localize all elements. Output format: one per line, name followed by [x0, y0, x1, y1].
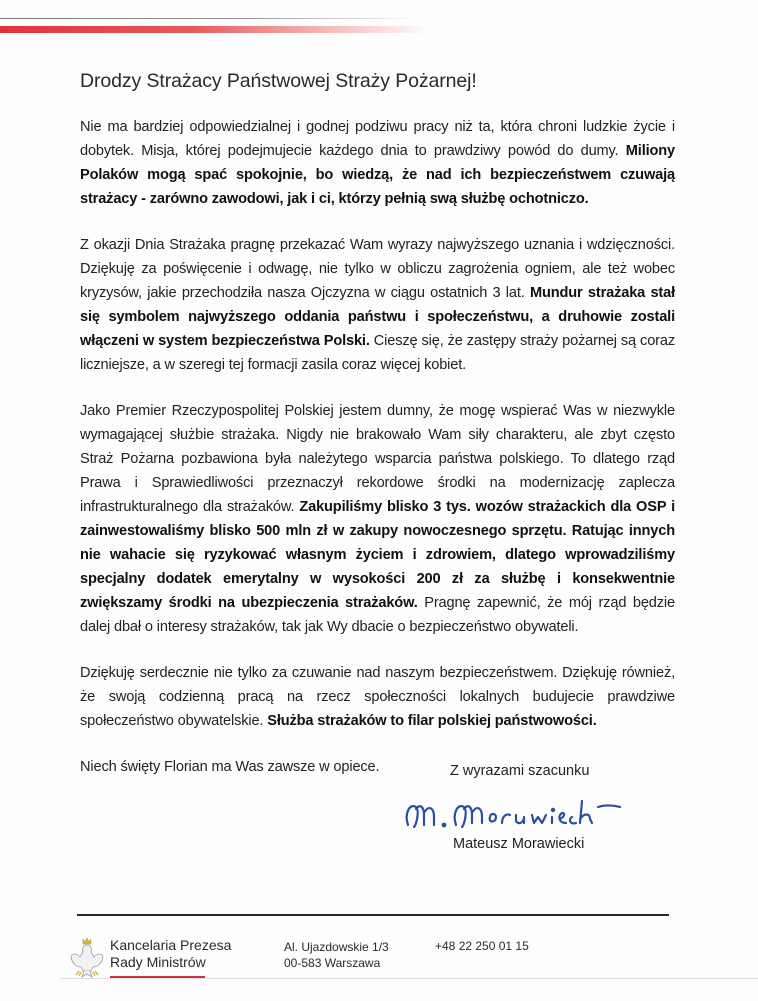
- paragraph-1: [80, 115, 675, 211]
- address-line-1: Al. Ujazdowskie 1/3: [284, 940, 389, 954]
- polish-eagle-emblem-icon: [70, 935, 104, 979]
- paragraph-bold-text: Służba strażaków to filar polskiej państwowości.: [267, 713, 597, 729]
- footer-divider: [77, 914, 669, 916]
- header-red-rule: [0, 26, 430, 33]
- paragraph-2: [80, 233, 675, 377]
- footer: [0, 930, 758, 1001]
- header-grey-rule: [0, 18, 420, 19]
- office-name-line-2: Rady Ministrów: [110, 954, 206, 970]
- paragraph-text: Dziękuję serdecznie nie tylko za czuwanie nad naszym bezpieczeństwem. Dziękuję również, że swoją codzienną pracą na rzecz społeczności lokalnych budujecie prawdziwe społeczeństwo obywatelskie.: [80, 665, 675, 729]
- address-line-2: 00-583 Warszawa: [284, 956, 381, 970]
- paragraph-text: Nie ma bardziej odpowiedzialnej i godnej podziwu pracy niż ta, która chroni ludzkie życie i dobytek. Misja, której podejmujecie każdego dnia to prawdziwy powód do dumy.: [80, 119, 675, 159]
- paragraph-4: [80, 661, 675, 733]
- signature-icon: [400, 795, 640, 835]
- office-address: [284, 939, 389, 971]
- closing-phrase: Z wyrazami szacunku: [450, 763, 590, 779]
- office-phone: +48 22 250 01 15: [435, 939, 529, 953]
- signer-name: Mateusz Morawiecki: [453, 836, 585, 852]
- letter-greeting: Drodzy Strażacy Państwowej Straży Pożarnej!: [80, 70, 477, 92]
- paragraph-text: Niech święty Florian ma Was zawsze w opiece.: [80, 759, 380, 775]
- office-name-line-1: Kancelaria Prezesa: [110, 937, 232, 953]
- paragraph-text: Cieszę się, że zastępy straży pożarnej są coraz liczniejsze, a w szeregi tej formacji zasila coraz więcej kobiet.: [80, 333, 675, 373]
- letter-body: [80, 70, 675, 801]
- paragraph-bold-text: Mundur strażaka stał się symbolem najwyższego oddania państwu i społeczeństwu, a druhowie zostali włączeni w system bezpieczeństwa Polski.: [80, 285, 675, 349]
- paragraph-text: Jako Premier Rzeczypospolitej Polskiej jestem dumny, że mogę wspierać Was w niezwykle wymagającej służbie strażaka. Nigdy nie brakowało Wam siły charakteru, ale zbyt często Straż Pożarna pozbawiona była należytego wsparcia państwa polskiego. To dlatego rząd Prawa i Sprawiedliwości przeznaczył rekordowe środki na modernizację zaplecza infrastrukturalnego dla strażaków.: [80, 403, 675, 515]
- footer-bottom-rule: [60, 978, 758, 979]
- paragraph-bold-text: Miliony Polaków mogą spać spokojnie, bo wiedzą, że nad ich bezpieczeństwem czuwają strażacy - zarówno zawodowi, jak i ci, którzy pełnią swą służbę ochotniczo.: [80, 143, 675, 207]
- office-name: [110, 937, 231, 971]
- paragraph-text: Z okazji Dnia Strażaka pragnę przekazać Wam wyrazy najwyższego uznania i wdzięczności. Dziękuję za poświęcenie i odwagę, nie tylko w obliczu zagrożenia ogniem, ale też wobec kryzysów, jakie przechodziła nasza Ojczyzna w ciągu ostatnich 3 lat.: [80, 237, 675, 301]
- paragraph-bold-text: Zakupiliśmy blisko 3 tys. wozów strażackich dla OSP i zainwestowaliśmy blisko 500 mln zł w zakupy nowoczesnego sprzętu. Ratując innych nie wahacie się ryzykować własnym życiem i zdrowiem, dlatego wprowadziliśmy specjalny dodatek emerytalny w wysokości 200 zł za służbę i konsekwentnie zwiększamy środki na ubezpieczenia strażaków.: [80, 499, 675, 611]
- paragraph-3: [80, 399, 675, 639]
- paragraph-text: Pragnę zapewnić, że mój rząd będzie dalej dbał o interesy strażaków, tak jak Wy dbacie o bezpieczeństwo obywateli.: [80, 595, 675, 635]
